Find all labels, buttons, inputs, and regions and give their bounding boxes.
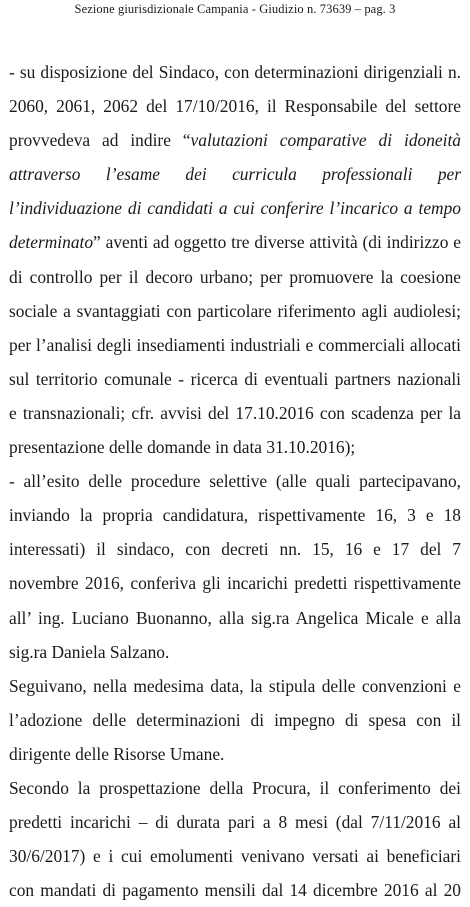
- paragraph: [9, 669, 461, 771]
- text-segment: interessati) il sindaco, con decreti nn. 15, 16 e 17 del 7: [9, 539, 461, 560]
- text-line: [9, 225, 461, 259]
- text-line: [9, 498, 461, 532]
- text-line: [9, 55, 461, 89]
- italic-text: determinato: [9, 232, 94, 253]
- text-line: [9, 260, 461, 294]
- text-line: [9, 601, 461, 635]
- text-segment: predetti incarichi – di durata pari a 8 mesi (dal 7/11/2016 al: [9, 812, 461, 833]
- text-line: [9, 532, 461, 566]
- text-line: [9, 839, 461, 873]
- text-line: [9, 430, 461, 464]
- text-segment: Seguivano, nella medesima data, la stipula delle convenzioni e: [9, 675, 461, 696]
- text-line: [9, 635, 461, 669]
- paragraph: [9, 464, 461, 669]
- text-segment: all’ ing. Luciano Buonanno, alla sig.ra Angelica Micale e alla: [9, 607, 461, 628]
- text-line: [9, 157, 461, 191]
- text-line: [9, 873, 461, 907]
- running-header: Sezione giurisdizionale Campania - Giudizio n. 73639 – pag. 3: [74, 2, 396, 16]
- text-segment: - su disposizione del Sindaco, con determinazioni dirigenziali n.: [9, 62, 461, 82]
- text-line: [9, 294, 461, 328]
- body-text: [9, 55, 461, 907]
- text-line: [9, 191, 461, 225]
- text-segment: inviando la propria candidatura, rispettivamente 16, 3 e 18: [9, 505, 461, 526]
- text-line: [9, 737, 461, 771]
- text-segment: sig.ra Daniela Salzano.: [9, 641, 170, 662]
- paragraph: [9, 55, 461, 464]
- text-segment: presentazione delle domande in data 31.10.2016);: [9, 437, 356, 458]
- italic-text: l’individuazione di candidati a cui conferire l’incarico a tempo: [9, 198, 461, 219]
- text-segment: l’adozione delle determinazioni di impegno di spesa con il: [9, 709, 461, 730]
- text-line: [9, 328, 461, 362]
- text-line: [9, 396, 461, 430]
- text-segment: 30/6/2017) e i cui emolumenti venivano versati ai beneficiari: [9, 846, 461, 867]
- italic-text: attraverso l’esame dei curricula professionali per: [9, 164, 461, 185]
- text-segment: sociale a svantaggiati con particolare riferimento agli audiolesi;: [9, 300, 461, 321]
- text-segment: con mandati di pagamento mensili dal 14 dicembre 2016 al 20: [9, 880, 461, 901]
- text-segment: - all’esito delle procedure selettive (alle quali partecipavano,: [9, 471, 461, 492]
- text-line: [9, 771, 461, 805]
- text-segment: dirigente delle Risorse Umane.: [9, 743, 225, 764]
- text-line: [9, 566, 461, 600]
- text-segment: sul territorio comunale - ricerca di eventuali partners nazionali: [9, 368, 461, 389]
- text-line: [9, 89, 461, 123]
- text-line: [9, 669, 461, 703]
- text-line: [9, 805, 461, 839]
- text-segment: di controllo per il decoro urbano; per promuovere la coesione: [9, 266, 461, 287]
- text-segment: 2060, 2061, 2062 del 17/10/2016, il Responsabile del settore: [9, 96, 461, 117]
- text-line: [9, 703, 461, 737]
- text-line: [9, 362, 461, 396]
- text-segment: Secondo la prospettazione della Procura, il conferimento dei: [9, 777, 461, 798]
- text-line: [9, 123, 461, 157]
- italic-text: valutazioni comparative di idoneità: [190, 130, 461, 151]
- text-segment: provvedeva ad indire “: [9, 130, 191, 151]
- text-line: [9, 464, 461, 498]
- text-segment: per l’analisi degli insediamenti industriali e commerciali allocati: [9, 334, 461, 355]
- text-segment: e transnazionali; cfr. avvisi del 17.10.2016 con scadenza per la: [9, 402, 461, 423]
- paragraph: [9, 771, 461, 907]
- text-segment: novembre 2016, conferiva gli incarichi predetti rispettivamente: [9, 573, 461, 594]
- text-segment: ” aventi ad oggetto tre diverse attività (di indirizzo e: [93, 232, 461, 253]
